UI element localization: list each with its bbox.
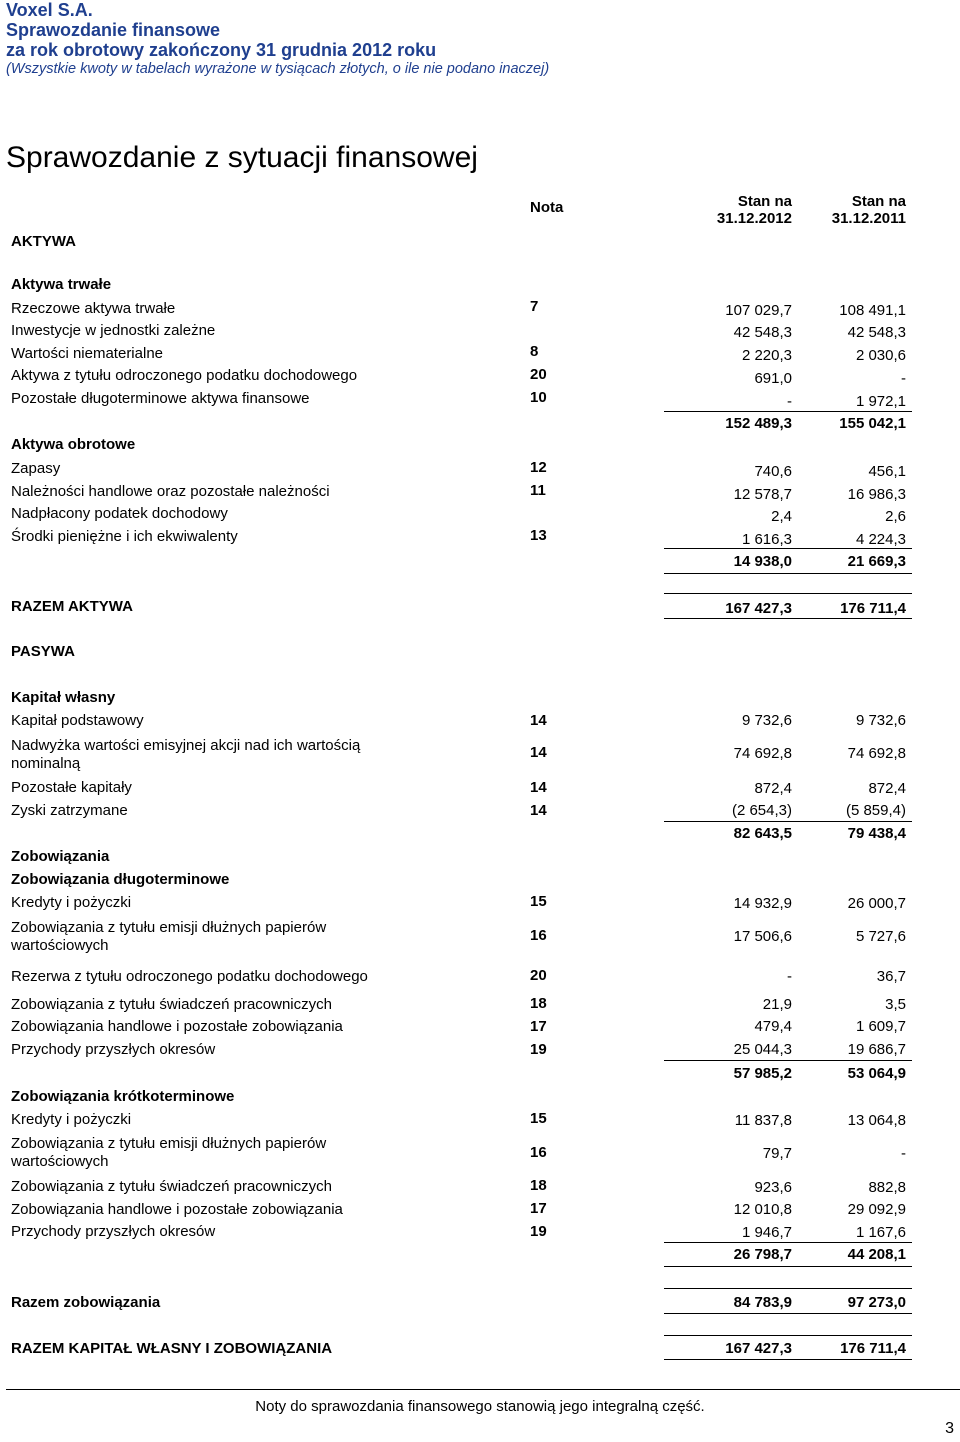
- section-assets-heading: AKTYWA: [11, 233, 76, 250]
- row-label: Przychody przyszłych okresów: [11, 1223, 216, 1240]
- row-value-2012: 9 732,6: [741, 712, 792, 729]
- row-label: Zobowiązania z tytułu emisji dłużnych papierów: [11, 919, 327, 936]
- row-note: 15: [530, 1110, 547, 1127]
- group-noncurrent-liabilities: Zobowiązania długoterminowe: [11, 871, 230, 888]
- group-noncurrent-assets: Aktywa trwałe: [11, 276, 112, 293]
- total-equity-liabilities-value-2012: 167 427,3: [725, 1340, 792, 1357]
- row-value-2012: 740,6: [754, 463, 792, 480]
- row-value-2011: 2 030,6: [855, 347, 906, 364]
- page-number: 3: [945, 1420, 954, 1437]
- row-value-2012: 74 692,8: [733, 745, 792, 762]
- column-2012-header-line1: Stan na: [737, 193, 792, 210]
- column-2011-header-line2: 31.12.2011: [831, 210, 906, 227]
- row-note: 8: [530, 343, 539, 360]
- total-rule-bottom: [664, 1359, 912, 1360]
- row-label: Zobowiązania z tytułu świadczeń pracowniczych: [11, 996, 332, 1013]
- row-note: 13: [530, 527, 547, 544]
- row-value-2012: 42 548,3: [733, 324, 792, 341]
- row-label: Przychody przyszłych okresów: [11, 1041, 216, 1058]
- row-value-2011: 19 686,7: [847, 1041, 906, 1058]
- row-value-2011: 74 692,8: [847, 745, 906, 762]
- row-label: Kapitał podstawowy: [11, 712, 144, 729]
- subtotal-rule: [664, 1266, 912, 1267]
- subtotal-rule: [664, 821, 912, 822]
- row-value-2012: 1 946,7: [741, 1224, 792, 1241]
- row-note: 19: [530, 1041, 547, 1058]
- subtotal-value-2011: 21 669,3: [847, 553, 906, 570]
- row-value-2012: 25 044,3: [733, 1041, 792, 1058]
- row-value-2012: 2 220,3: [741, 347, 792, 364]
- row-value-2012: 17 506,6: [733, 928, 792, 945]
- page-title: Sprawozdanie z sytuacji finansowej: [6, 141, 478, 174]
- row-label: Zobowiązania z tytułu emisji dłużnych papierów: [11, 1135, 327, 1152]
- subtotal-value-2012: 152 489,3: [725, 415, 792, 432]
- row-value-2011: 872,4: [868, 780, 906, 797]
- group-current-liabilities: Zobowiązania krótkoterminowe: [11, 1088, 235, 1105]
- row-label: Pozostałe kapitały: [11, 779, 132, 796]
- total-equity-liabilities-value-2011: 176 711,4: [840, 1340, 906, 1357]
- row-label: Wartości niematerialne: [11, 345, 163, 362]
- row-note: 14: [530, 779, 547, 796]
- row-value-2011: 9 732,6: [855, 712, 906, 729]
- row-value-2012: 1 616,3: [741, 531, 792, 548]
- row-note: 20: [530, 967, 547, 984]
- row-label: Pozostałe długoterminowe aktywa finansowe: [11, 390, 310, 407]
- row-value-2012: (2 654,3): [731, 802, 792, 819]
- row-value-2011: 42 548,3: [847, 324, 906, 341]
- row-value-2011: 16 986,3: [847, 486, 906, 503]
- row-note: 19: [530, 1223, 547, 1240]
- row-label: Zapasy: [11, 460, 61, 477]
- row-value-2011: 2,6: [885, 508, 906, 525]
- row-value-2012: 14 932,9: [733, 895, 792, 912]
- row-note: 14: [530, 744, 547, 761]
- subtotal-value-2011: 53 064,9: [847, 1065, 906, 1082]
- row-value-2011: -: [901, 1145, 906, 1162]
- row-label: Aktywa z tytułu odroczonego podatku dochodowego: [11, 367, 358, 384]
- row-label: Nadpłacony podatek dochodowy: [11, 505, 228, 522]
- document-title: Sprawozdanie finansowe: [6, 20, 221, 40]
- row-value-2012: 107 029,7: [725, 302, 792, 319]
- row-value-2011: 29 092,9: [847, 1201, 906, 1218]
- group-liabilities: Zobowiązania: [11, 848, 110, 865]
- subtotal-value-2011: 155 042,1: [839, 415, 906, 432]
- total-assets-value-2012: 167 427,3: [725, 600, 792, 617]
- row-value-2012: 21,9: [762, 996, 792, 1013]
- row-note: 7: [530, 298, 539, 315]
- row-value-2012: 11 837,8: [734, 1112, 792, 1129]
- group-current-assets: Aktywa obrotowe: [11, 436, 136, 453]
- row-note: 11: [530, 482, 546, 499]
- row-value-2011: 36,7: [876, 968, 906, 985]
- company-name: Voxel S.A.: [6, 0, 93, 20]
- row-value-2011: 26 000,7: [847, 895, 906, 912]
- subtotal-value-2012: 14 938,0: [733, 553, 792, 570]
- row-note: 12: [530, 459, 547, 476]
- row-value-2011: 456,1: [868, 463, 906, 480]
- row-note: 20: [530, 366, 547, 383]
- total-rule-top: [664, 593, 912, 594]
- row-label-continued: wartościowych: [11, 1153, 109, 1170]
- row-value-2012: -: [787, 393, 792, 410]
- row-value-2012: 12 010,8: [733, 1201, 792, 1218]
- row-note: 16: [530, 1144, 547, 1161]
- row-label: Należności handlowe oraz pozostałe należności: [11, 483, 330, 500]
- row-value-2012: 479,4: [754, 1018, 792, 1035]
- total-rule-bottom: [664, 618, 912, 619]
- row-label: Zobowiązania handlowe i pozostałe zobowiązania: [11, 1201, 343, 1218]
- footer-note: Noty do sprawozdania finansowego stanowią jego integralną część.: [255, 1398, 705, 1415]
- row-value-2011: -: [901, 370, 906, 387]
- subtotal-value-2011: 79 438,4: [847, 825, 906, 842]
- row-value-2011: 1 609,7: [855, 1018, 906, 1035]
- row-note: 16: [530, 927, 547, 944]
- column-2012-header-line2: 31.12.2012: [716, 210, 792, 227]
- row-note: 10: [530, 389, 547, 406]
- subtotal-value-2012: 26 798,7: [733, 1246, 792, 1263]
- subtotal-value-2012: 57 985,2: [733, 1065, 792, 1082]
- row-value-2012: 691,0: [754, 370, 792, 387]
- row-note: 14: [530, 712, 547, 729]
- row-label: Nadwyżka wartości emisyjnej akcji nad ich wartością: [11, 737, 361, 754]
- document-header: [6, 0, 549, 78]
- subtotal-rule: [664, 1242, 912, 1243]
- total-liabilities-label: Razem zobowiązania: [11, 1294, 161, 1311]
- reporting-period: za rok obrotowy zakończony 31 grudnia 2012 roku: [6, 40, 437, 60]
- row-value-2011: (5 859,4): [845, 802, 906, 819]
- total-liabilities-value-2012: 84 783,9: [733, 1294, 792, 1311]
- row-label: Zobowiązania handlowe i pozostałe zobowiązania: [11, 1018, 343, 1035]
- row-value-2012: 79,7: [762, 1145, 792, 1162]
- row-label: Rzeczowe aktywa trwałe: [11, 300, 176, 317]
- row-note: 14: [530, 802, 547, 819]
- row-label: Zobowiązania z tytułu świadczeń pracowniczych: [11, 1178, 332, 1195]
- row-value-2011: 882,8: [868, 1179, 906, 1196]
- row-value-2011: 4 224,3: [855, 531, 906, 548]
- row-value-2011: 1 972,1: [855, 393, 906, 410]
- row-value-2012: 12 578,7: [733, 486, 792, 503]
- row-value-2012: 872,4: [754, 780, 792, 797]
- row-value-2011: 3,5: [885, 996, 906, 1013]
- group-equity: Kapitał własny: [11, 689, 116, 706]
- row-value-2011: 1 167,6: [855, 1224, 906, 1241]
- row-note: 18: [530, 1177, 547, 1194]
- column-2011-header-line1: Stan na: [851, 193, 906, 210]
- row-note: 17: [530, 1018, 547, 1035]
- total-rule-top: [664, 1335, 912, 1336]
- section-liabilities-heading: PASYWA: [11, 643, 75, 660]
- row-value-2011: 13 064,8: [847, 1112, 906, 1129]
- row-label: Zyski zatrzymane: [11, 802, 128, 819]
- total-assets-value-2011: 176 711,4: [840, 600, 906, 617]
- subtotal-value-2011: 44 208,1: [847, 1246, 906, 1263]
- row-label: Kredyty i pożyczki: [11, 894, 132, 911]
- row-label: Kredyty i pożyczki: [11, 1111, 132, 1128]
- total-equity-liabilities-label: RAZEM KAPITAŁ WŁASNY I ZOBOWIĄZANIA: [11, 1340, 333, 1357]
- subtotal-rule: [664, 411, 912, 412]
- total-liabilities-value-2011: 97 273,0: [847, 1294, 906, 1311]
- subtotal-value-2012: 82 643,5: [733, 825, 792, 842]
- units-note: (Wszystkie kwoty w tabelach wyrażone w tysiącach złotych, o ile nie podano inaczej): [6, 61, 550, 77]
- row-label-continued: wartościowych: [11, 937, 109, 954]
- note-column-header: Nota: [530, 199, 564, 216]
- total-rule-top: [664, 1288, 912, 1289]
- subtotal-rule: [664, 548, 912, 549]
- row-value-2012: 2,4: [771, 508, 792, 525]
- total-assets-label: RAZEM AKTYWA: [11, 598, 133, 615]
- row-note: 17: [530, 1200, 547, 1217]
- row-label: Inwestycje w jednostki zależne: [11, 322, 216, 339]
- row-value-2011: 108 491,1: [839, 302, 906, 319]
- footer-divider: [6, 1389, 960, 1390]
- subtotal-rule: [664, 1060, 912, 1061]
- row-label: Środki pieniężne i ich ekwiwalenty: [11, 528, 238, 545]
- row-value-2012: -: [787, 968, 792, 985]
- subtotal-rule: [664, 573, 912, 574]
- row-label-continued: nominalną: [11, 755, 81, 772]
- row-note: 18: [530, 995, 547, 1012]
- row-note: 15: [530, 893, 547, 910]
- row-value-2012: 923,6: [754, 1179, 792, 1196]
- row-label: Rezerwa z tytułu odroczonego podatku dochodowego: [11, 968, 368, 985]
- total-rule-bottom: [664, 1313, 912, 1314]
- row-value-2011: 5 727,6: [855, 928, 906, 945]
